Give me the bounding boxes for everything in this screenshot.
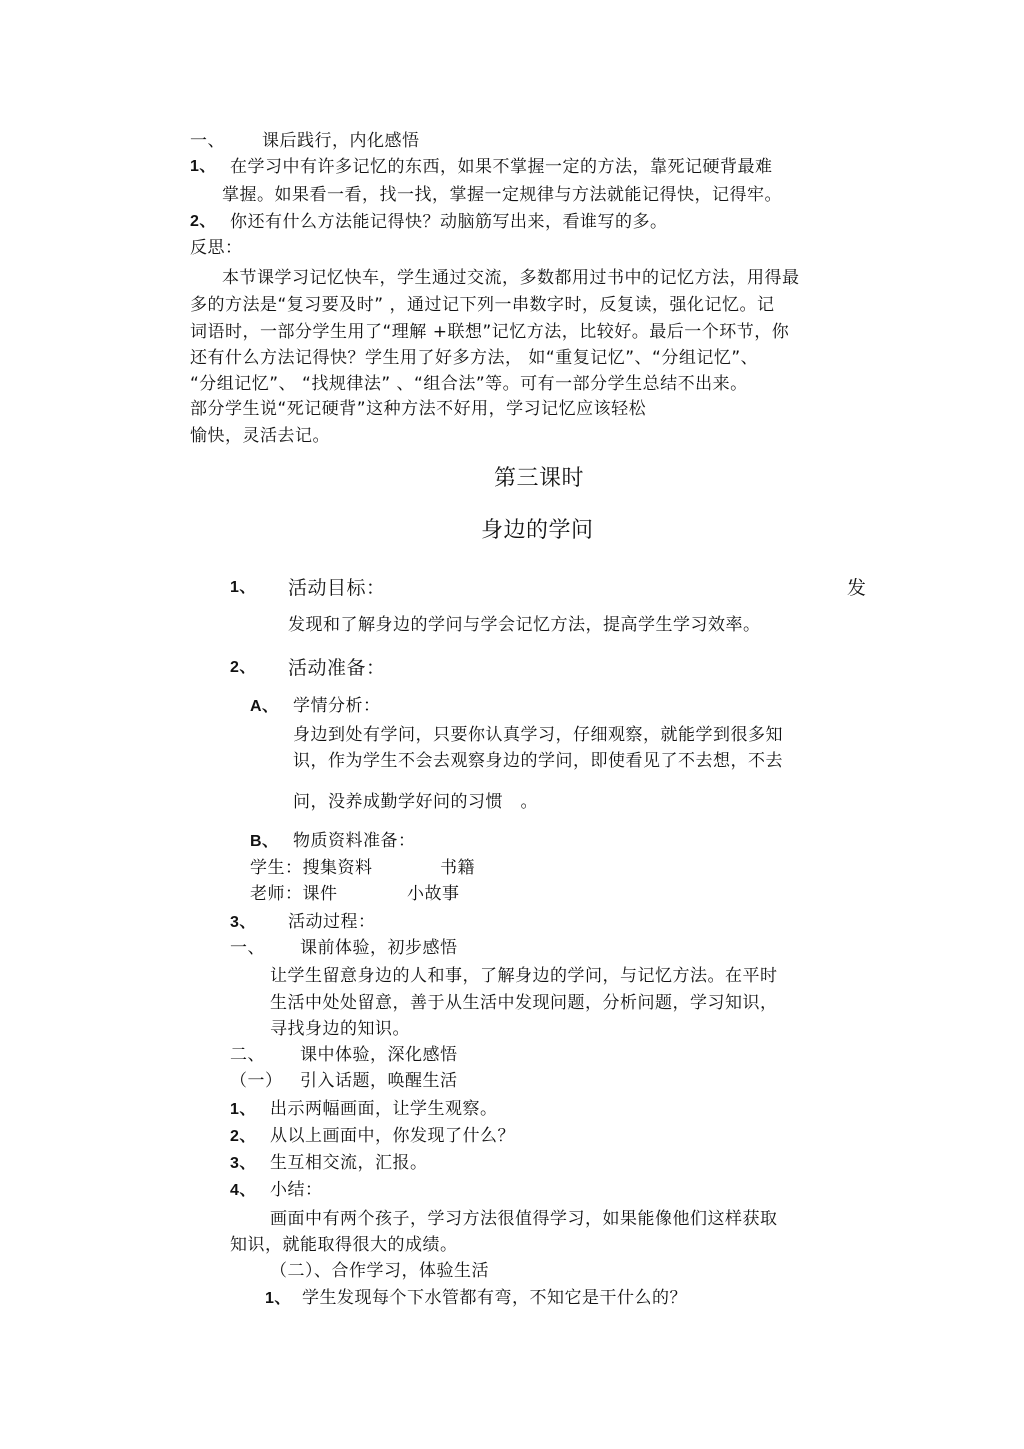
- item-number: 3、: [230, 914, 256, 931]
- paragraph-line: 问，没养成勤学好问的习惯 。: [293, 792, 538, 812]
- lesson-title: 第三课时: [494, 466, 585, 491]
- step-text: 生互相交流，汇报。: [270, 1153, 428, 1173]
- paragraph-line: 让学生留意身边的人和事，了解身边的学问，与记忆方法。在平时: [270, 966, 778, 986]
- item-number: 2、: [230, 659, 256, 676]
- paragraph-line: 本节课学习记忆快车，学生通过交流，多数都用过书中的记忆方法，用得最: [222, 268, 800, 288]
- section-number: 一、: [230, 938, 265, 958]
- item-number: 1、: [230, 579, 256, 596]
- item-number: 2、: [190, 213, 216, 230]
- item-number: A、: [250, 698, 279, 715]
- paragraph-line: 词语时，一部分学生用了“理解 +联想”记忆方法，比较好。最后一个环节，你: [190, 322, 790, 342]
- goal-trailing-char: 发: [847, 577, 867, 599]
- prep-label: 活动准备：: [288, 657, 386, 679]
- step-number: 3、: [230, 1155, 256, 1172]
- material-student-item: 书籍: [440, 858, 475, 878]
- process-label: 活动过程：: [288, 912, 376, 932]
- paragraph-line: 发现和了解身边的学问与学会记忆方法，提高学生学习效率。: [288, 615, 761, 635]
- step-text: 出示两幅画面，让学生观察。: [270, 1099, 498, 1119]
- item-number: B、: [250, 833, 279, 850]
- section-heading: 课中体验，深化感悟: [300, 1045, 458, 1065]
- subsection-heading: （二）、合作学习，体验生活: [270, 1261, 489, 1281]
- step-number: 4、: [230, 1182, 256, 1199]
- step-number: 1、: [230, 1101, 256, 1118]
- paragraph-line: 身边到处有学问，只要你认真学习，仔细观察，就能学到很多知: [293, 725, 783, 745]
- section-heading: 课后践行，内化感悟: [262, 131, 420, 151]
- step-text: 学生发现每个下水管都有弯，不知它是干什么的？: [302, 1288, 687, 1308]
- step-text: 从以上画面中，你发现了什么？: [270, 1126, 515, 1146]
- paragraph-line: 还有什么方法记得快？学生用了好多方法， 如“重复记忆”、“分组记忆”、: [190, 348, 759, 368]
- paragraph-line: 掌握。如果看一看，找一找，掌握一定规律与方法就能记得快，记得牢。: [222, 185, 782, 205]
- step-number: 1、: [265, 1290, 291, 1307]
- paragraph-line: 画面中有两个孩子，学习方法很值得学习，如果能像他们这样获取: [270, 1209, 778, 1229]
- paragraph-line: 生活中处处留意，善于从生活中发现问题，分析问题，学习知识，: [270, 993, 778, 1013]
- paragraph-line: 在学习中有许多记忆的东西，如果不掌握一定的方法，靠死记硬背最难: [230, 157, 773, 177]
- paragraph-line: 知识，就能取得很大的成绩。: [230, 1235, 458, 1255]
- material-teacher-label: 老师：课件: [250, 884, 338, 904]
- subsection-number: （一）: [230, 1071, 283, 1091]
- step-number: 2、: [230, 1128, 256, 1145]
- paragraph-line: 多的方法是“复习要及时” ，通过记下列一串数字时，反复读，强化记忆。记: [190, 295, 775, 315]
- goal-label: 活动目标：: [288, 577, 386, 599]
- section-number: 一、: [190, 131, 225, 151]
- item-number: 1、: [190, 158, 216, 175]
- paragraph-line: 愉快，灵活去记。: [190, 426, 330, 446]
- paragraph-line: “分组记忆”、 “找规律法” 、“组合法”等。可有一部分学生总结不出来。: [190, 374, 748, 394]
- paragraph-line: 识，作为学生不会去观察身边的学问，即使看见了不去想，不去: [293, 751, 783, 771]
- material-teacher-item: 小故事: [407, 884, 460, 904]
- subsection-label: 物质资料准备：: [293, 831, 416, 851]
- reflection-label: 反思：: [190, 238, 243, 258]
- step-text: 小结：: [270, 1180, 323, 1200]
- section-number: 二、: [230, 1045, 265, 1065]
- lesson-subtitle: 身边的学问: [481, 518, 594, 543]
- paragraph-line: 部分学生说“死记硬背”这种方法不好用，学习记忆应该轻松: [190, 399, 647, 419]
- section-heading: 课前体验，初步感悟: [300, 938, 458, 958]
- subsection-label: 学情分析：: [293, 696, 381, 716]
- material-student-label: 学生：搜集资料: [250, 858, 373, 878]
- subsection-heading: 引入话题，唤醒生活: [300, 1071, 458, 1091]
- paragraph-line: 你还有什么方法能记得快？动脑筋写出来，看谁写的多。: [230, 212, 668, 232]
- paragraph-line: 寻找身边的知识。: [270, 1019, 410, 1039]
